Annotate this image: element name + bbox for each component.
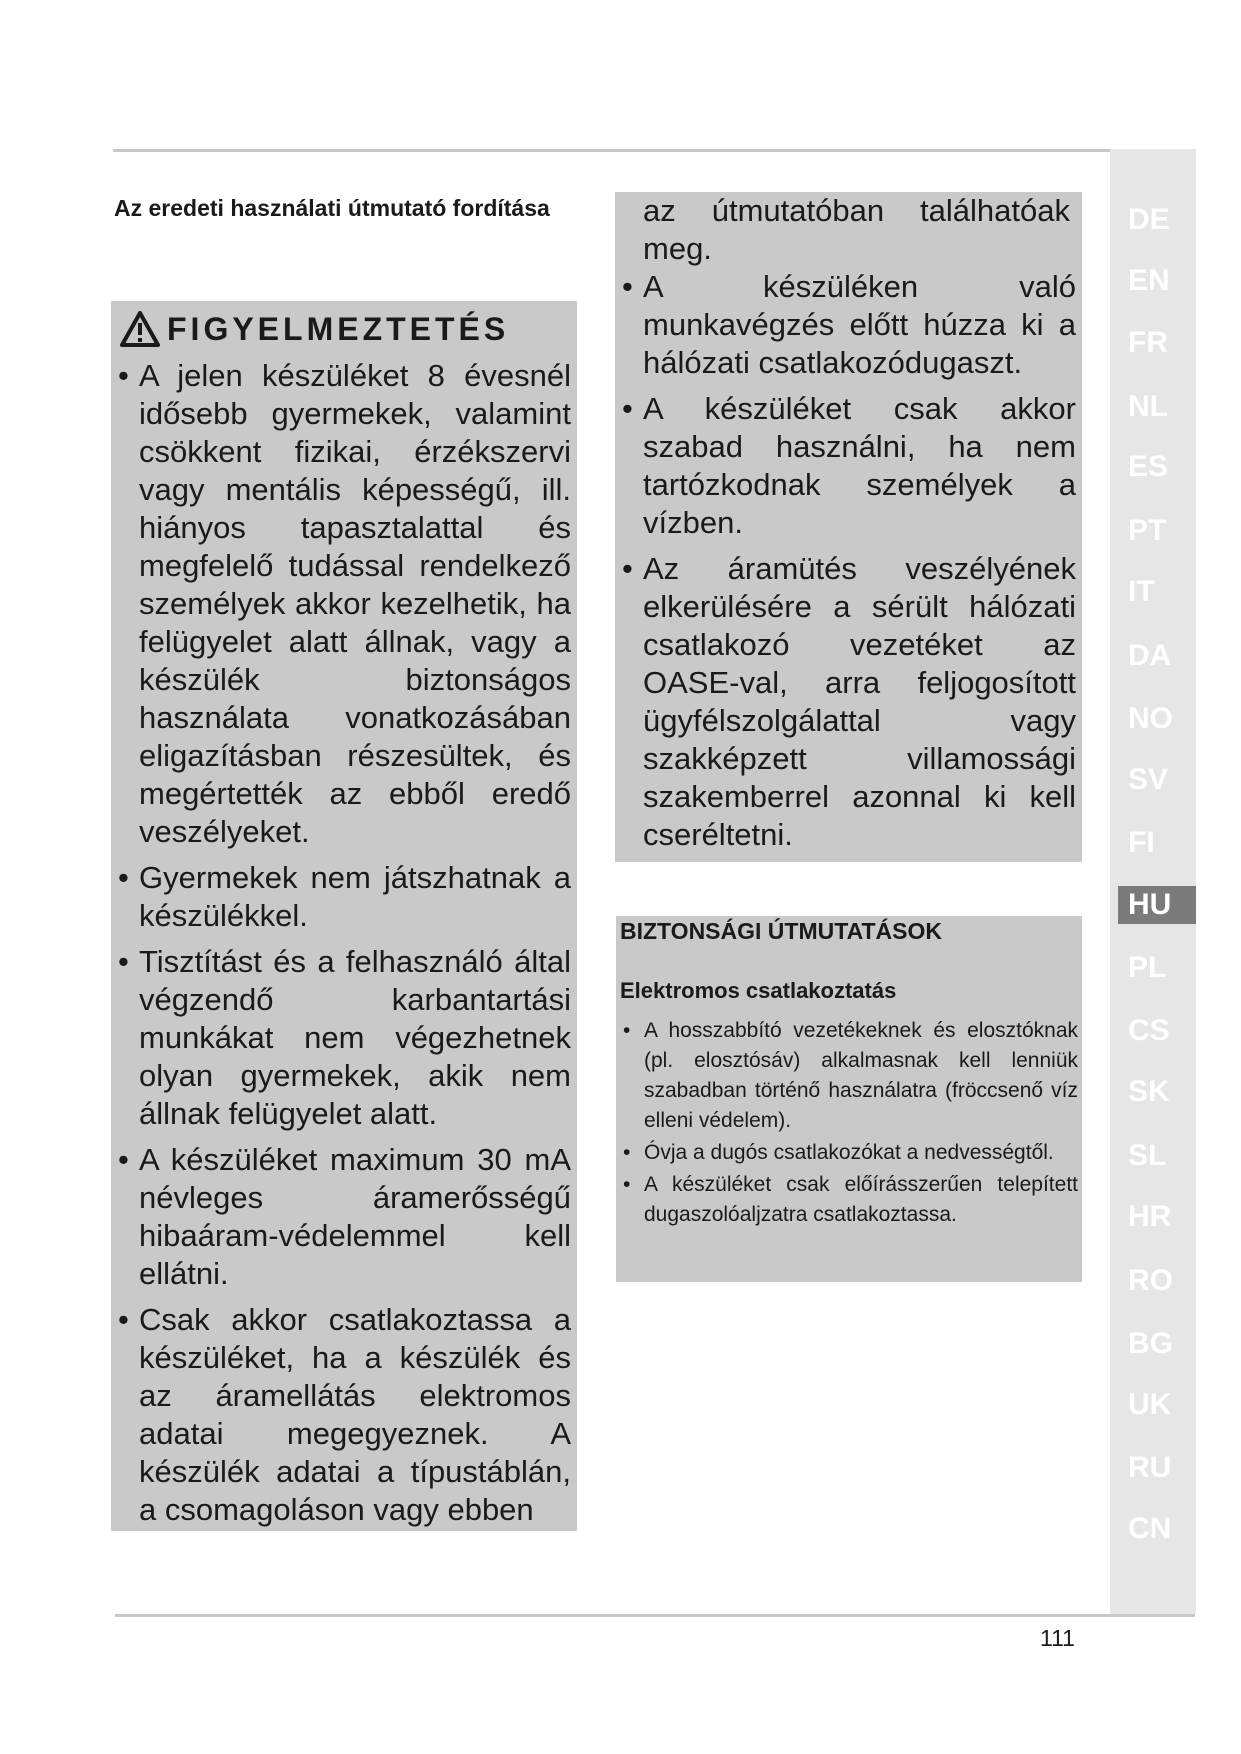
warning-continuation-box (615, 192, 1082, 862)
warning-heading-text: FIGYELMEZTETÉS (167, 310, 510, 347)
lang-tab-hr[interactable]: HR (1128, 1200, 1172, 1233)
safety-list (616, 1016, 1078, 1232)
lang-tab-no[interactable]: NO (1128, 702, 1173, 735)
lang-tab-cs[interactable]: CS (1128, 1014, 1170, 1047)
doc-title: Az eredeti használati útmutató fordítása (114, 195, 550, 221)
warning-triangle-icon (119, 310, 161, 348)
list-item: • A készüléket csak akkor szabad használni, ha nem tartózkodnak személyek a vízben. (615, 390, 1076, 542)
safety-box (616, 916, 1082, 1282)
continuation-text: az útmutatóban találhatóak meg. (643, 193, 1070, 266)
lang-tab-nl[interactable]: NL (1128, 390, 1168, 423)
lang-tab-ro[interactable]: RO (1128, 1264, 1173, 1297)
list-item: • Az áramütés veszélyének elkerülésére a sérült hálózati csatlakozó vezetéket az OASE-val, arra feljogosított ügyfélszolgálattal vagy szakképzett villamossági szakemberrel azonnal ki kell cseréltetni. (615, 550, 1076, 854)
lang-tab-uk[interactable]: UK (1128, 1388, 1172, 1421)
safety-subheading: Elektromos csatlakoztatás (620, 978, 897, 1003)
lang-tab-es[interactable]: ES (1128, 450, 1169, 483)
lang-tab-da[interactable]: DA (1128, 639, 1172, 672)
lang-tab-sv[interactable]: SV (1128, 763, 1169, 796)
list-item: • Tisztítást és a felhasználó által végzendő karbantartási munkákat nem végezhetnek olyan gyermekek, akik nem állnak felügyelet alatt. (111, 943, 571, 1133)
list-item: • A készüléken való munkavégzés előtt húzza ki a hálózati csatlakozódugaszt. (615, 268, 1076, 382)
list-item: • Óvja a dugós csatlakozókat a nedvességtől. (616, 1138, 1078, 1168)
lang-tab-de[interactable]: DE (1128, 203, 1170, 236)
warning-box (111, 301, 577, 1531)
lang-tab-fr[interactable]: FR (1128, 326, 1168, 359)
warning-list (111, 357, 571, 1537)
lang-tab-pl[interactable]: PL (1128, 951, 1167, 984)
warning-heading (119, 305, 509, 353)
list-item: • A készüléket csak előírásszerűen telepített dugaszolóaljzatra csatlakoztassa. (616, 1170, 1078, 1230)
lang-tab-pt[interactable]: PT (1128, 514, 1167, 547)
lang-tab-en[interactable]: EN (1128, 264, 1170, 297)
lang-tab-cn[interactable]: CN (1128, 1512, 1172, 1545)
lang-tab-sk[interactable]: SK (1128, 1075, 1170, 1108)
list-item: • Csak akkor csatlakoztassa a készüléket, ha a készülék és az áramellátás elektromos adatai megegyeznek. A készülék adatai a típustáblán, a csomagoláson vagy ebben (111, 1301, 571, 1529)
list-item: • Gyermekek nem játszhatnak a készülékkel. (111, 859, 571, 935)
top-rule (113, 149, 1195, 152)
list-item: • A hosszabbító vezetékeknek és elosztóknak (pl. elosztósáv) alkalmasnak kell lenniük szabadban történő használatra (fröccsenő víz elleni védelem). (616, 1016, 1078, 1136)
continuation-list (615, 192, 1076, 862)
language-sidebar (1110, 149, 1196, 1614)
lang-tab-it[interactable]: IT (1128, 575, 1155, 608)
lang-tab-sl[interactable]: SL (1128, 1139, 1167, 1172)
lang-tab-bg[interactable]: BG (1128, 1327, 1173, 1360)
safety-heading: BIZTONSÁGI ÚTMUTATÁSOK (620, 918, 942, 944)
lang-tab-fi[interactable]: FI (1128, 826, 1155, 859)
list-item: • A készüléket maximum 30 mA névleges áramerősségű hibaáram-védelemmel kell ellátni. (111, 1141, 571, 1293)
lang-tab-ru[interactable]: RU (1128, 1451, 1172, 1484)
bottom-rule (115, 1614, 1195, 1617)
page-number: 111 (1040, 1625, 1075, 1651)
lang-tab-hu[interactable]: HU (1118, 886, 1196, 924)
list-item: • A jelen készüléket 8 évesnél idősebb gyermekek, valamint csökkent fizikai, érzékszervi vagy mentális képességű, ill. hiányos tapasztalattal és megfelelő tudással rendelkező személyek akkor kezelhetik, ha felügyelet alatt állnak, vagy a készülék biztonságos használata vonatkozásában eligazításban részesültek, és megértették az ebből eredő veszélyeket. (111, 357, 571, 851)
